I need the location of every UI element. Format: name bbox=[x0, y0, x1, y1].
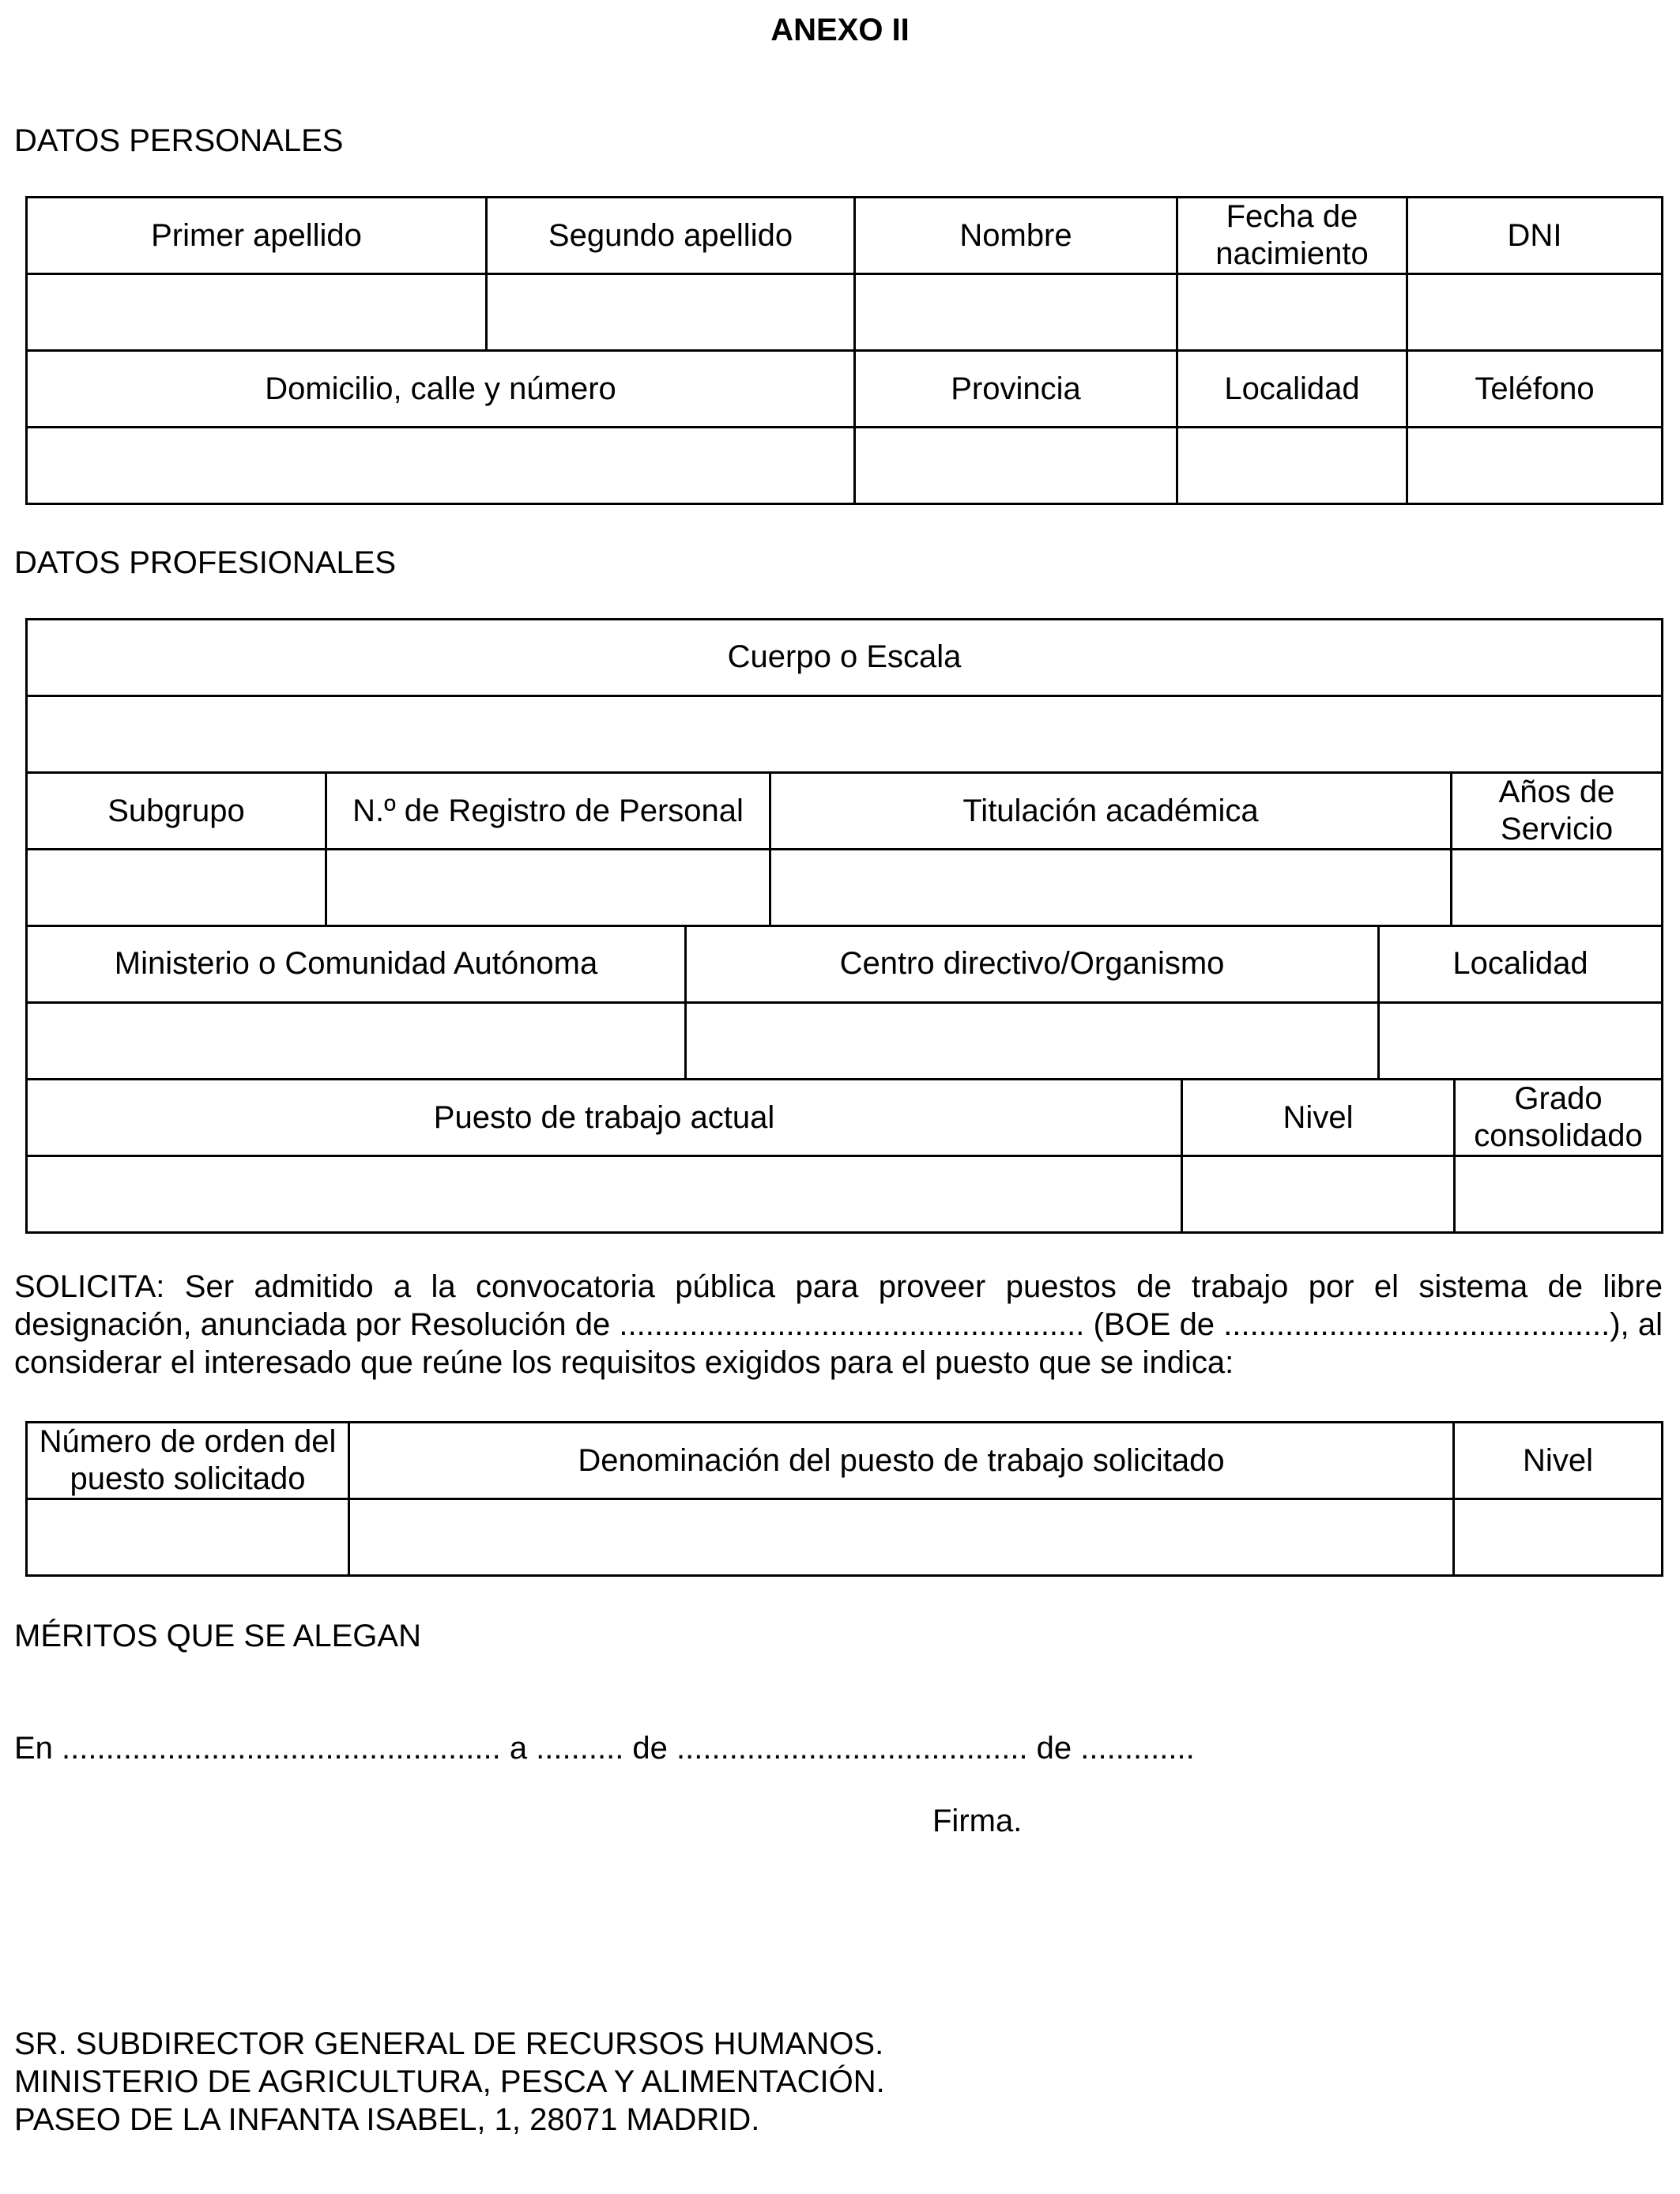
field-cuerpo-escala[interactable] bbox=[27, 696, 1663, 773]
field-primer-apellido[interactable] bbox=[27, 274, 487, 351]
field-subgrupo[interactable] bbox=[27, 850, 326, 926]
field-puesto-actual[interactable] bbox=[27, 1156, 1182, 1233]
header-nivel-actual: Nivel bbox=[1182, 1080, 1455, 1156]
field-centro-directivo[interactable] bbox=[686, 1003, 1379, 1080]
field-dni[interactable] bbox=[1407, 274, 1663, 351]
header-registro-personal: N.º de Registro de Personal bbox=[326, 773, 770, 850]
header-segundo-apellido: Segundo apellido bbox=[487, 198, 855, 274]
header-provincia: Provincia bbox=[855, 351, 1177, 428]
field-numero-orden[interactable] bbox=[27, 1499, 349, 1576]
field-registro-personal[interactable] bbox=[326, 850, 770, 926]
header-localidad: Localidad bbox=[1177, 351, 1407, 428]
field-nombre[interactable] bbox=[855, 274, 1177, 351]
field-nivel-solicitado[interactable] bbox=[1454, 1499, 1663, 1576]
header-numero-orden: Número de orden del puesto solicitado bbox=[27, 1423, 349, 1499]
datos-profesionales-table-c bbox=[25, 1078, 1663, 1234]
section-heading-datos-personales: DATOS PERSONALES bbox=[14, 123, 344, 158]
field-telefono[interactable] bbox=[1407, 428, 1663, 504]
firma-label: Firma. bbox=[932, 1804, 1023, 1838]
solicita-paragraph: SOLICITA: Ser admitido a la convocatoria pública para proveer puestos de trabajo por el sistema de libre designación, anunciada por Resolución de ..................................................... (BOE de ............................................), al considerar el interesado que reúne los requisitos exigidos para el puesto que se indica: bbox=[14, 1269, 1663, 1380]
header-centro-directivo: Centro directivo/Organismo bbox=[686, 926, 1379, 1003]
field-grado-consolidado[interactable] bbox=[1455, 1156, 1663, 1233]
header-primer-apellido: Primer apellido bbox=[27, 198, 487, 274]
field-nivel-actual[interactable] bbox=[1182, 1156, 1455, 1233]
field-fecha-nacimiento[interactable] bbox=[1177, 274, 1407, 351]
header-localidad-profesional: Localidad bbox=[1379, 926, 1663, 1003]
field-titulacion[interactable] bbox=[770, 850, 1452, 926]
document-title: ANEXO II bbox=[770, 13, 910, 47]
header-cuerpo-escala: Cuerpo o Escala bbox=[27, 620, 1663, 696]
fecha-lugar-line[interactable]: En .................................................. a .......... de ........................................ de ............. bbox=[14, 1731, 1195, 1766]
section-heading-datos-profesionales: DATOS PROFESIONALES bbox=[14, 545, 397, 580]
puesto-solicitado-table bbox=[25, 1421, 1663, 1577]
header-fecha-nacimiento: Fecha de nacimiento bbox=[1177, 198, 1407, 274]
header-subgrupo: Subgrupo bbox=[27, 773, 326, 850]
header-ministerio: Ministerio o Comunidad Autónoma bbox=[27, 926, 686, 1003]
field-domicilio[interactable] bbox=[27, 428, 855, 504]
section-heading-meritos: MÉRITOS QUE SE ALEGAN bbox=[14, 1619, 421, 1653]
header-nombre: Nombre bbox=[855, 198, 1177, 274]
destinatario-line-3: PASEO DE LA INFANTA ISABEL, 1, 28071 MADRID. bbox=[14, 2102, 760, 2137]
field-anos-servicio[interactable] bbox=[1452, 850, 1663, 926]
field-ministerio[interactable] bbox=[27, 1003, 686, 1080]
header-domicilio: Domicilio, calle y número bbox=[27, 351, 855, 428]
header-dni: DNI bbox=[1407, 198, 1663, 274]
datos-personales-table bbox=[25, 196, 1663, 505]
field-localidad[interactable] bbox=[1177, 428, 1407, 504]
destinatario-line-1: SR. SUBDIRECTOR GENERAL DE RECURSOS HUMANOS. bbox=[14, 2026, 884, 2061]
field-provincia[interactable] bbox=[855, 428, 1177, 504]
datos-profesionales-table-a bbox=[25, 618, 1663, 927]
header-telefono: Teléfono bbox=[1407, 351, 1663, 428]
field-denominacion-puesto[interactable] bbox=[349, 1499, 1454, 1576]
header-nivel-solicitado: Nivel bbox=[1454, 1423, 1663, 1499]
destinatario-line-2: MINISTERIO DE AGRICULTURA, PESCA Y ALIMENTACIÓN. bbox=[14, 2064, 885, 2099]
header-titulacion: Titulación académica bbox=[770, 773, 1452, 850]
header-anos-servicio: Años de Servicio bbox=[1452, 773, 1663, 850]
header-denominacion-puesto: Denominación del puesto de trabajo solicitado bbox=[349, 1423, 1454, 1499]
field-segundo-apellido[interactable] bbox=[487, 274, 855, 351]
header-puesto-actual: Puesto de trabajo actual bbox=[27, 1080, 1182, 1156]
field-localidad-profesional[interactable] bbox=[1379, 1003, 1663, 1080]
datos-profesionales-table-b bbox=[25, 925, 1663, 1080]
header-grado-consolidado: Grado consolidado bbox=[1455, 1080, 1663, 1156]
